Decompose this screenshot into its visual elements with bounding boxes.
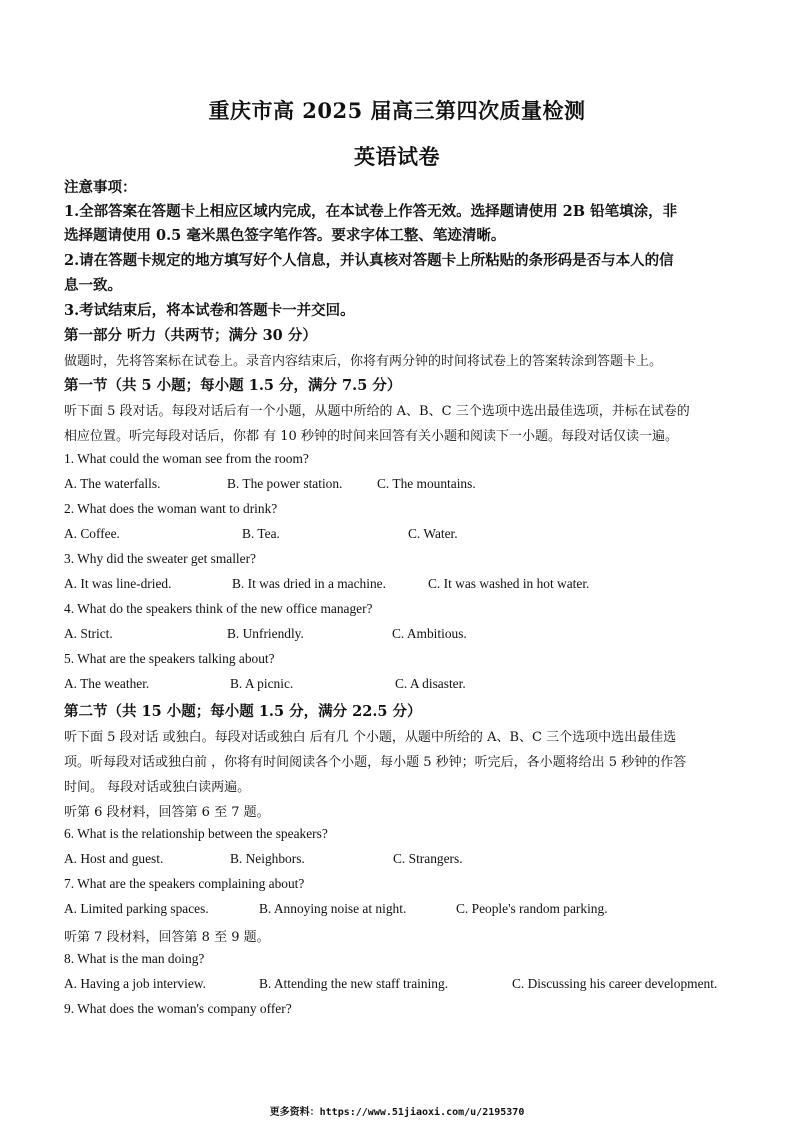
question-6-option-a: A. Host and guest. — [64, 851, 164, 866]
question-5-option-b: B. A picnic. — [230, 676, 294, 691]
footer-link[interactable]: 更多资料：https://www.51jiaoxi.com/u/2195370 — [269, 1107, 525, 1118]
question-2-option-c: C. Water. — [408, 526, 458, 541]
question-4-option-b: B. Unfriendly. — [227, 626, 304, 641]
notice-item-1-line-2: 选择题请使用 0.5 毫米黑色签字笔作答。要求字体工整、笔迹清晰。 — [64, 227, 506, 244]
question-8: 8. What is the man doing? — [64, 951, 205, 966]
question-1-option-a: A. The waterfalls. — [64, 476, 161, 491]
question-8-option-b: B. Attending the new staff training. — [259, 976, 449, 991]
exam-title: 重庆市高 2025 届高三第四次质量检测 — [208, 98, 586, 123]
section1-heading: 第一节（共 5 小题；每小题 1.5 分，满分 7.5 分） — [64, 377, 402, 394]
question-3: 3. Why did the sweater get smaller? — [64, 551, 256, 566]
section2-instruction-line-1: 听下面 5 段对话 或独白。每段对话或独白 后有几 个小题，从题中所给的 A、B、C 三个选项中选出最佳选 — [64, 730, 677, 745]
question-7-option-a: A. Limited parking spaces. — [64, 901, 209, 916]
question-2-option-b: B. Tea. — [242, 526, 280, 541]
question-6: 6. What is the relationship between the speakers? — [64, 826, 328, 841]
question-1-option-c: C. The mountains. — [377, 476, 476, 491]
question-7-option-b: B. Annoying noise at night. — [259, 901, 407, 916]
question-4-option-c: C. Ambitious. — [392, 626, 467, 641]
question-7-option-c: C. People's random parking. — [456, 901, 608, 916]
question-5: 5. What are the speakers talking about? — [64, 651, 275, 666]
question-6-option-b: B. Neighbors. — [230, 851, 305, 866]
section2-instruction-line-2: 项。听每段对话或独白前 ，你将有时间阅读各个小题，每小题 5 秒钟；听完后，各小题将给出 5 秒钟的作答 — [64, 755, 687, 770]
notice-item-2-line-2: 息一致。 — [64, 277, 122, 294]
section1-instruction-line-1: 听下面 5 段对话。每段对话后有一个小题，从题中所给的 A、B、C 三个选项中选出最佳选项，并标在试卷的 — [64, 404, 690, 419]
question-9: 9. What does the woman's company offer? — [64, 1001, 292, 1016]
question-5-option-a: A. The weather. — [64, 676, 150, 691]
question-8-option-c: C. Discussing his career development. — [512, 976, 718, 991]
material-6-instruction: 听第 6 段材料，回答第 6 至 7 题。 — [64, 805, 270, 820]
question-1-option-b: B. The power station. — [227, 476, 343, 491]
question-7: 7. What are the speakers complaining about? — [64, 876, 305, 891]
notice-heading: 注意事项： — [64, 179, 137, 196]
question-1: 1. What could the woman see from the room? — [64, 451, 309, 466]
part1-heading: 第一部分 听力（共两节；满分 30 分） — [64, 327, 317, 344]
notice-item-1-line-1: 1.全部答案在答题卡上相应区域内完成，在本试卷上作答无效。选择题请使用 2B 铅笔填涂，非 — [64, 203, 678, 220]
question-2-option-a: A. Coffee. — [64, 526, 120, 541]
exam-subtitle: 英语试卷 — [354, 144, 440, 169]
question-3-option-a: A. It was line-dried. — [64, 576, 172, 591]
notice-item-2-line-1: 2.请在答题卡规定的地方填写好个人信息，并认真核对答题卡上所粘贴的条形码是否与本人的信 — [64, 252, 674, 269]
section2-heading: 第二节（共 15 小题；每小题 1.5 分，满分 22.5 分） — [64, 703, 422, 720]
notice-item-3: 3.考试结束后，将本试卷和答题卡一并交回。 — [64, 302, 355, 319]
material-7-instruction: 听第 7 段材料，回答第 8 至 9 题。 — [64, 930, 270, 945]
question-5-option-c: C. A disaster. — [395, 676, 466, 691]
section2-instruction-line-3: 时间。 每段对话或独白读两遍。 — [64, 780, 251, 795]
part1-instruction: 做题时，先将答案标在试卷上。录音内容结束后，你将有两分钟的时间将试卷上的答案转涂到答题卡上。 — [64, 354, 663, 369]
question-4: 4. What do the speakers think of the new office manager? — [64, 601, 373, 616]
section1-instruction-line-2: 相应位置。听完每段对话后，你都 有 10 秒钟的时间来回答有关小题和阅读下一小题。每段对话仅读一遍。 — [64, 429, 678, 444]
question-8-option-a: A. Having a job interview. — [64, 976, 206, 991]
question-4-option-a: A. Strict. — [64, 626, 113, 641]
question-6-option-c: C. Strangers. — [393, 851, 463, 866]
question-2: 2. What does the woman want to drink? — [64, 501, 278, 516]
question-3-option-b: B. It was dried in a machine. — [232, 576, 386, 591]
question-3-option-c: C. It was washed in hot water. — [428, 576, 590, 591]
